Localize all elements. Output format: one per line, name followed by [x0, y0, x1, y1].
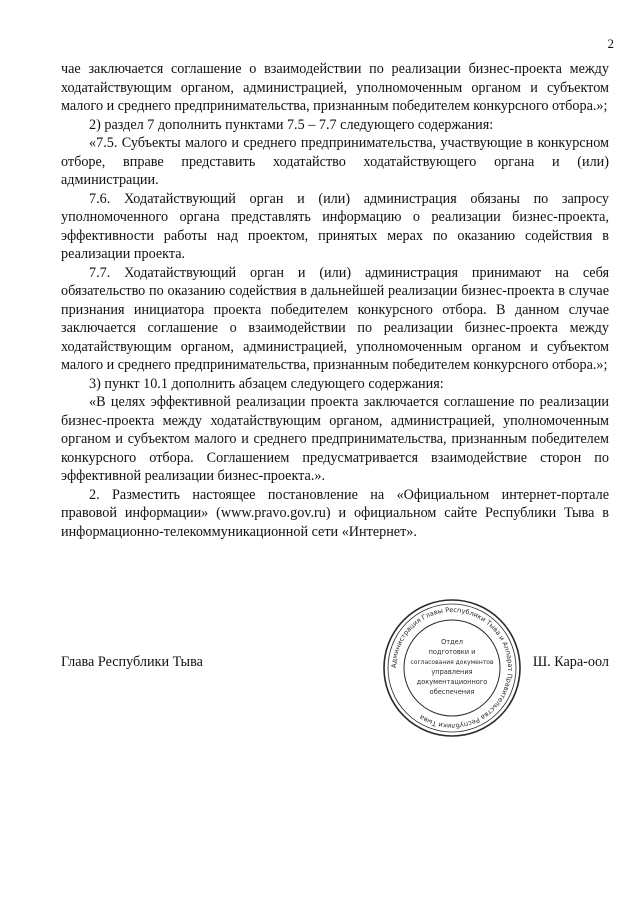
paragraph-clause-10-1: «В целях эффективной реализации проекта заключается соглашение по реализации бизнес-проекта между ходатайствующим органом, администрацией, уполномоченным органом и субъектом малого и среднего предпринимательства, признанным победителем конкурсного отбора. Соглашением предусматривается взаимодействие сторон по эффективной реализации бизнес-проекта.». — [61, 394, 609, 484]
page-number: 2 — [607, 36, 614, 51]
paragraph-item-2: 2) раздел 7 дополнить пунктами 7.5 – 7.7 следующего содержания: — [89, 116, 494, 133]
official-seal — [381, 597, 523, 739]
paragraph-continuation: чае заключается соглашение о взаимодействии по реализации бизнес-проекта между ходатайствующим органом, администрацией, уполномоченным органом и субъектом малого и среднего предпринимательства, признанным победителем конкурсного отбора.»; — [61, 61, 609, 114]
document-body — [61, 60, 609, 541]
signatory-name: Ш. Кара-оол — [532, 654, 609, 670]
paragraph-item-3: 3) пункт 10.1 дополнить абзацем следующего содержания: — [89, 375, 444, 392]
paragraph-clause-7-5: «7.5. Субъекты малого и среднего предпринимательства, участвующие в конкурсном отборе, вправе представить ходатайство ходатайствующего органа и (или) администрации. — [61, 135, 609, 188]
seal-line-5: документационного — [416, 678, 488, 686]
seal-line-3: согласования документов — [410, 659, 494, 666]
seal-line-6: обеспечения — [429, 688, 475, 696]
seal-line-1: Отдел — [441, 638, 463, 646]
seal-line-2: подготовки и — [428, 648, 476, 656]
paragraph-clause-7-7: 7.7. Ходатайствующий орган и (или) администрация принимают на себя обязательство по оказанию содействия в дальнейшей реализации бизнес-проекта в случае признания инициатора проекта победителем конкурсного отбора. В данном случае заключается соглашение о взаимодействии по реализации бизнес-проекта между ходатайствующим органом, администрацией, уполномоченным органом и субъектом малого и среднего предпринимательства, признанным победителем конкурсного отбора.»; — [61, 264, 609, 373]
seal-ring-text: Администрация Главы Республики Тыва и Аппарат Правительства Республики Тыва — [389, 605, 515, 731]
paragraph-clause-7-6: 7.6. Ходатайствующий орган и (или) администрация обязаны по запросу уполномоченного органа представлять информацию о реализации бизнес-проекта, эффективности работы над проектом, принятых мерах по оказанию содействия в реализации проекта. — [61, 190, 609, 262]
signatory-position: Глава Республики Тыва — [61, 654, 203, 670]
seal-line-4: управления — [431, 668, 473, 676]
seal-graphic — [381, 597, 523, 739]
paragraph-publication: 2. Разместить настоящее постановление на «Официальном интернет-портале правовой информации» (www.pravo.gov.ru) и официальном сайте Республики Тыва в информационно-телекоммуникационной сети «Интернет». — [61, 486, 609, 540]
